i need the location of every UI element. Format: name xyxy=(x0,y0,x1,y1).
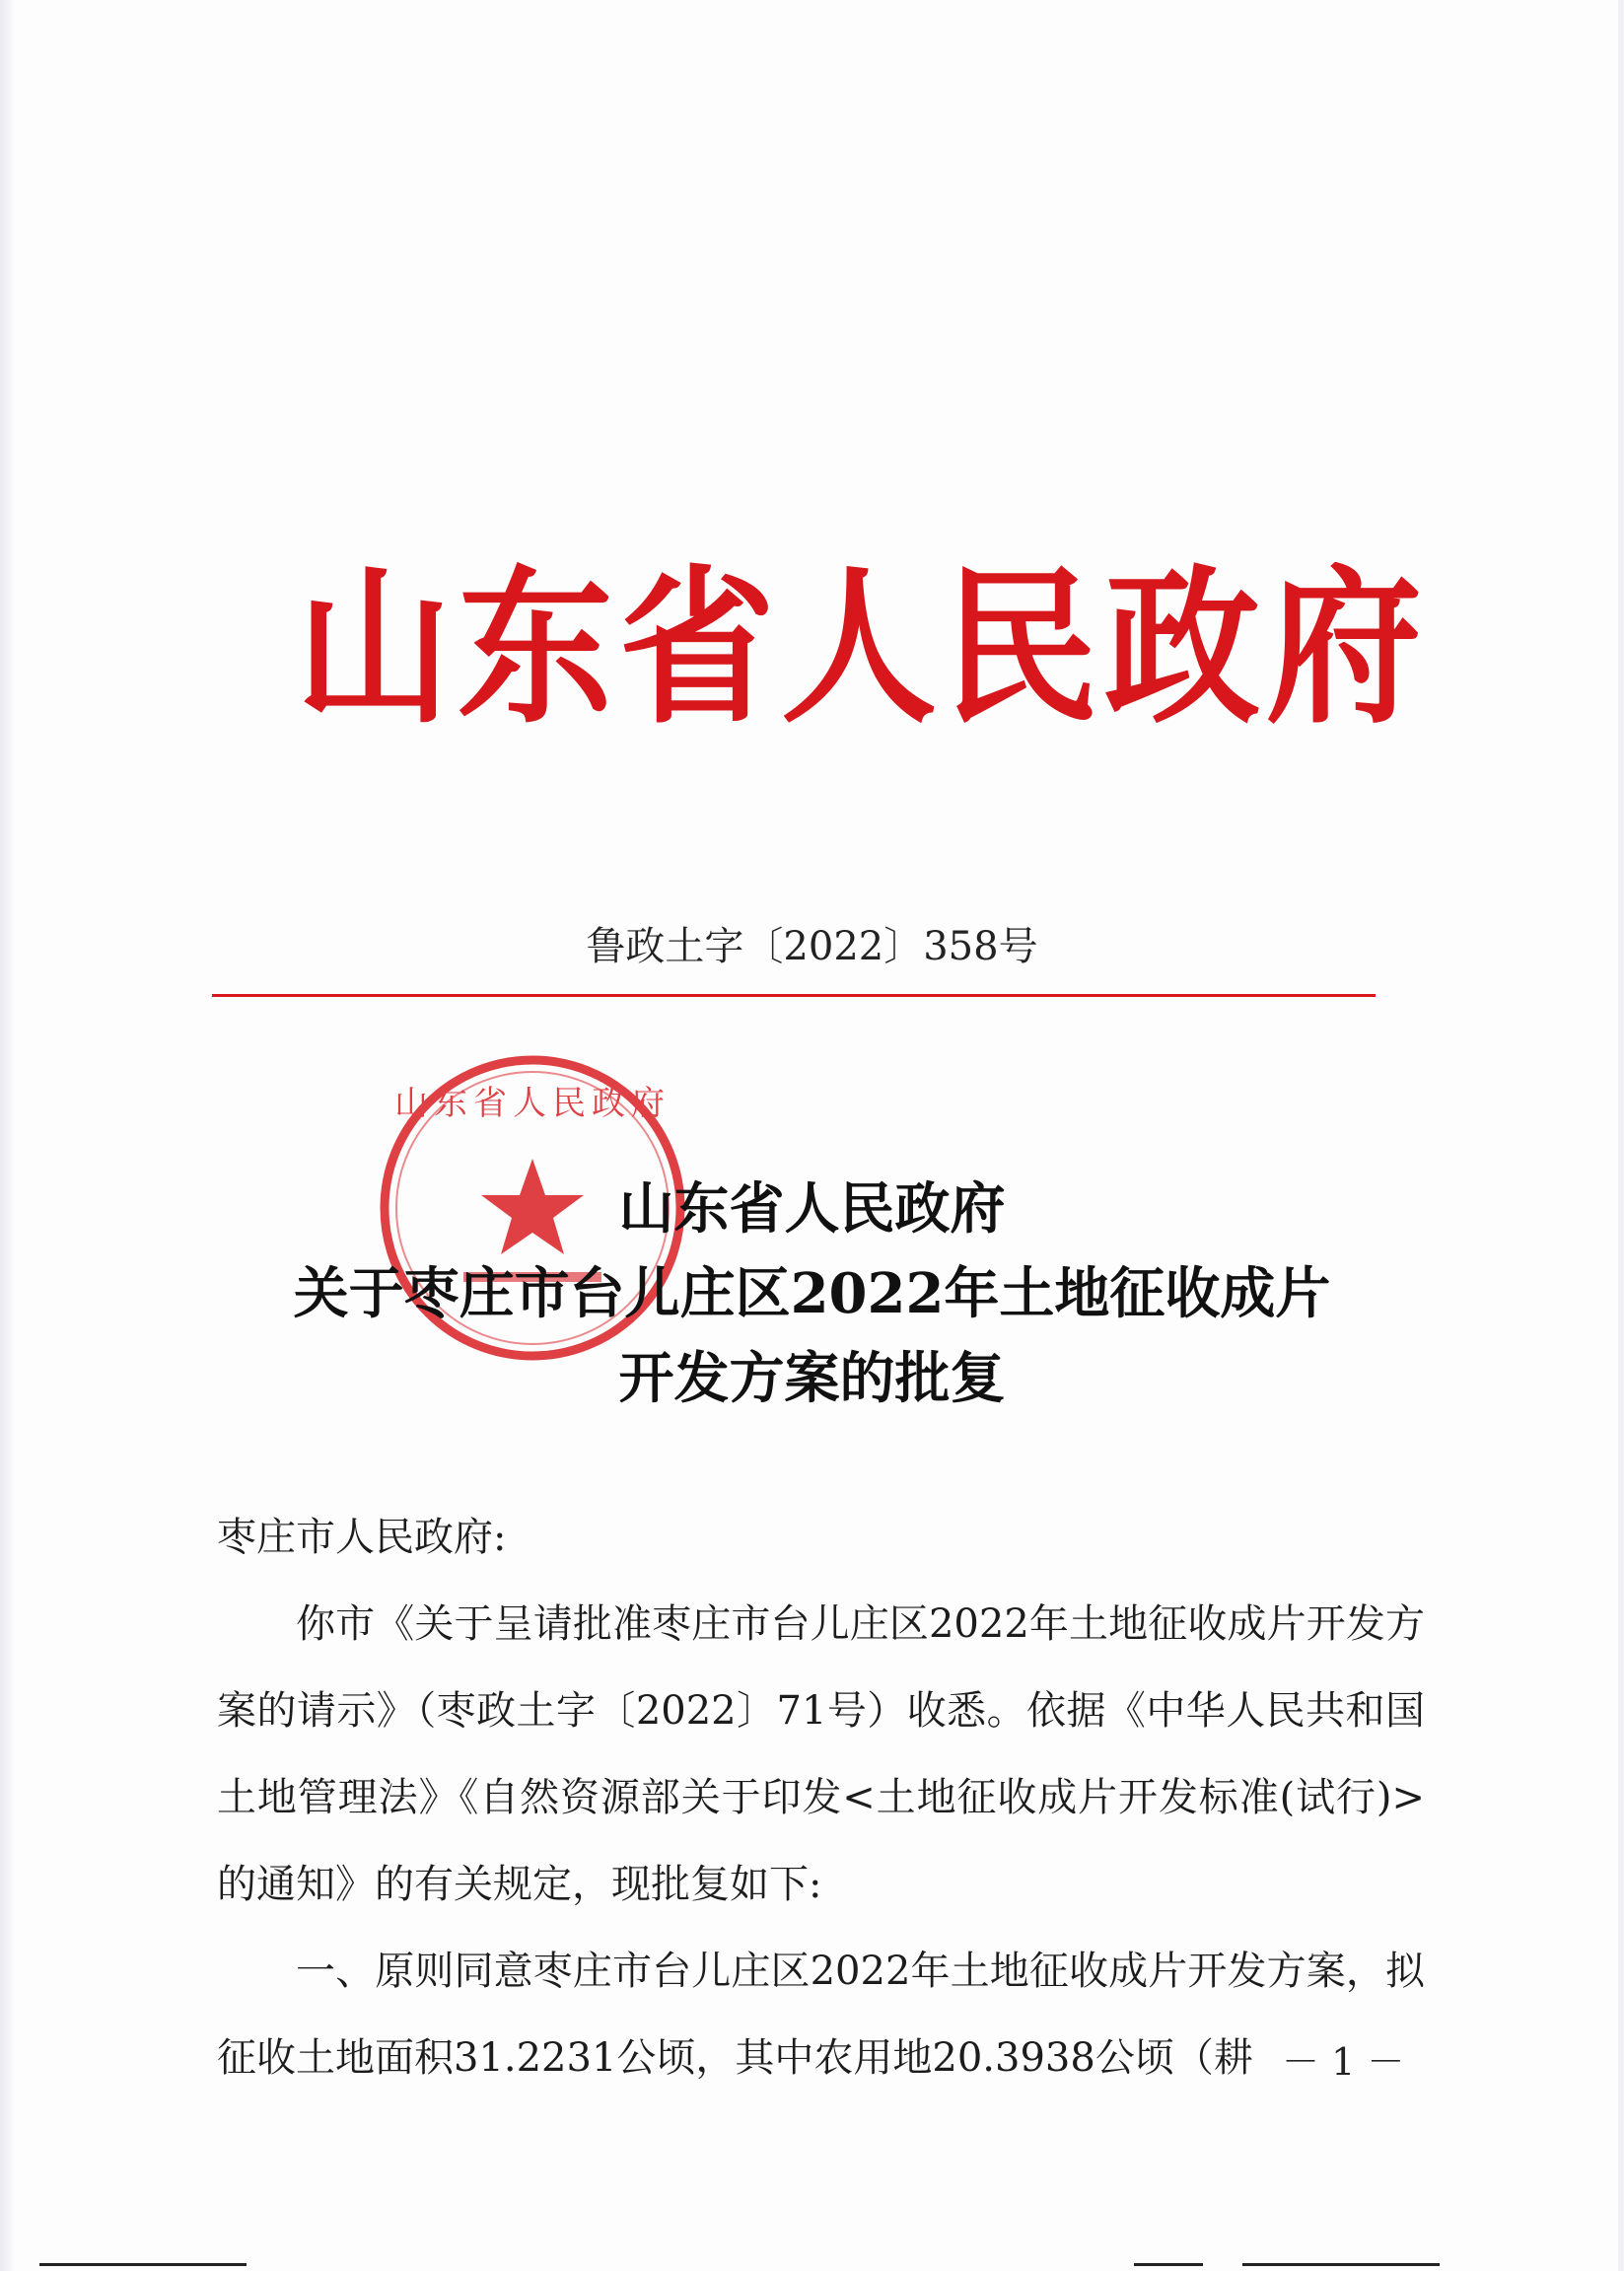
document-number: 鲁政土字〔2022〕358号 xyxy=(586,924,1038,969)
page-number: － 1 － xyxy=(1282,2040,1405,2084)
scan-edge-right xyxy=(1618,0,1624,2271)
title-line-2: 关于枣庄市台儿庄区2022年土地征收成片 xyxy=(293,1261,1331,1326)
scan-edge-left xyxy=(0,0,14,2271)
letterhead-issuer: 山东省人民政府 xyxy=(296,549,1428,747)
title-line-3: 开发方案的批复 xyxy=(618,1346,1006,1411)
red-divider-rule xyxy=(212,994,1376,997)
document-title xyxy=(0,1167,1624,1421)
body-paragraph: 一、原则同意枣庄市台儿庄区2022年土地征收成片开发方案，拟征收土地面积31.2231公顷，其中农用地20.3938公顷（耕 xyxy=(217,1949,1425,2081)
document-body xyxy=(217,1494,1425,2101)
salutation: 枣庄市人民政府: xyxy=(217,1515,507,1560)
title-line-1: 山东省人民政府 xyxy=(618,1176,1006,1242)
body-paragraph: 你市《关于呈请批准枣庄市台儿庄区2022年土地征收成片开发方案的请示》（枣政土字〔2022〕71号）收悉。依据《中华人民共和国土地管理法》《自然资源部关于印发<土地征收成片开发标准(试行)>的通知》的有关规定，现批复如下: xyxy=(217,1601,1425,1907)
scan-marks xyxy=(0,2258,1624,2271)
svg-text:山东省人民政府: 山东省人民政府 xyxy=(394,1084,671,1123)
